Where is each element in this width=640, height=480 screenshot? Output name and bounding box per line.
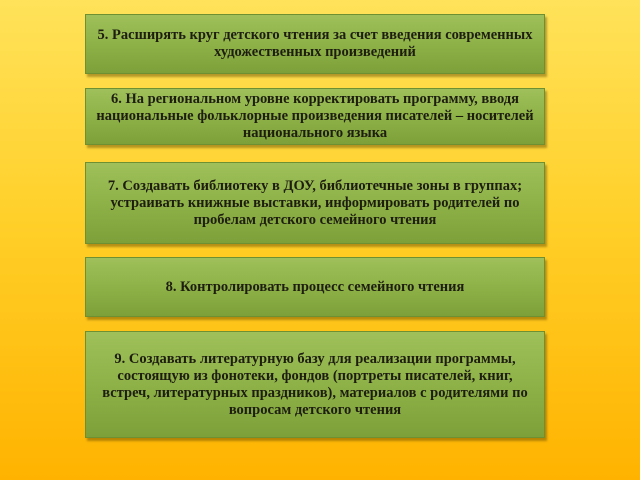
recommendation-text-6: 6. На региональном уровне корректировать программу, вводя национальные фольклорные произведения писателей – носителей национального языка — [96, 91, 534, 141]
recommendation-box-9 — [85, 331, 545, 438]
recommendation-box-6 — [85, 88, 545, 145]
recommendation-box-7 — [85, 162, 545, 244]
recommendation-box-8 — [85, 257, 545, 317]
recommendation-box-5 — [85, 14, 545, 74]
recommendation-text-7: 7. Создавать библиотеку в ДОУ, библиотечные зоны в группах; устраивать книжные выставки, информировать родителей по пробелам детского семейного чтения — [107, 177, 523, 228]
recommendation-text-5: 5. Расширять круг детского чтения за счет введения современных художественных произведений — [97, 27, 533, 60]
recommendation-text-9: 9. Создавать литературную базу для реализации программы, состоящую из фонотеки, фондов (портреты писателей, книг, встреч, литературных праздников), материалов с родителями по вопросам детского чтения — [102, 350, 528, 418]
recommendation-text-8: 8. Контролировать процесс семейного чтения — [165, 278, 465, 295]
